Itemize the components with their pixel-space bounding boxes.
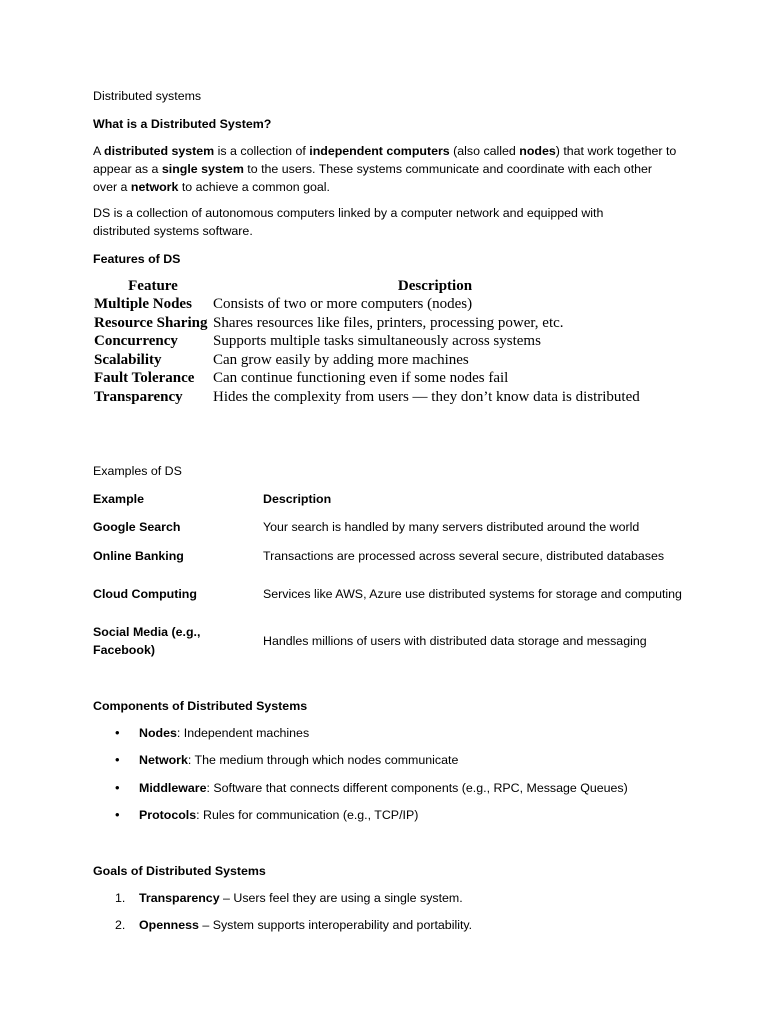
examples-table xyxy=(93,486,683,664)
bold-term: independent computers xyxy=(309,144,450,158)
feature-description: Consists of two or more computers (nodes) xyxy=(213,296,473,313)
bold-term: nodes xyxy=(519,144,556,158)
table-row xyxy=(93,617,683,664)
features-col-description: Description xyxy=(397,277,473,294)
table-row xyxy=(93,314,657,333)
component-text: : The medium through which nodes communicate xyxy=(187,753,459,768)
component-text: : Independent machines xyxy=(176,726,310,740)
features-col-feature: Feature xyxy=(128,277,178,294)
table-row xyxy=(93,512,683,541)
examples-heading: Examples of DS xyxy=(93,464,182,478)
example-name: Google Search xyxy=(93,519,181,534)
goal-term: Transparency xyxy=(139,891,220,905)
table-row xyxy=(93,370,657,389)
table-row xyxy=(93,333,657,352)
feature-name: Multiple Nodes xyxy=(94,296,192,313)
feature-name: Scalability xyxy=(94,351,162,368)
list-item xyxy=(93,779,628,806)
list-item xyxy=(93,916,472,943)
feature-name: Transparency xyxy=(94,388,183,405)
example-description: Handles millions of users with distributed data storage and messaging xyxy=(263,633,647,648)
what-is-paragraph-1 xyxy=(93,142,678,196)
table-row xyxy=(93,541,683,570)
examples-col-description: Description xyxy=(263,492,332,506)
examples-col-example: Example xyxy=(93,492,144,506)
component-term: Protocols xyxy=(139,807,197,822)
text-run: to achieve a common goal. xyxy=(178,180,330,194)
table-row xyxy=(93,388,657,407)
text-run: A xyxy=(93,144,105,158)
example-description: Services like AWS, Azure use distributed systems for storage and computing xyxy=(263,586,682,601)
example-name: Cloud Computing xyxy=(93,586,197,601)
component-term: Middleware xyxy=(139,780,207,795)
list-item xyxy=(93,751,628,778)
list-item xyxy=(93,724,628,751)
components-list xyxy=(93,724,628,833)
bold-term: single system xyxy=(161,162,244,176)
list-item xyxy=(93,806,628,833)
bold-term: distributed system xyxy=(104,144,215,158)
text-run: ) that work together to appear as a xyxy=(93,144,677,176)
what-is-heading: What is a Distributed System? xyxy=(93,117,272,131)
list-number: 1. xyxy=(115,891,126,905)
list-item xyxy=(93,889,472,916)
goals-list xyxy=(93,889,472,944)
goals-heading: Goals of Distributed Systems xyxy=(93,864,266,878)
feature-description: Supports multiple tasks simultaneously across systems xyxy=(213,333,541,350)
what-is-paragraph-2: DS is a collection of autonomous computers linked by a computer network and equipped with distributed systems software. xyxy=(93,206,604,238)
text-run: (also called xyxy=(449,144,520,158)
bold-term: network xyxy=(130,180,179,194)
features-table xyxy=(93,277,657,407)
goal-text: – System supports interoperability and portability. xyxy=(198,918,473,933)
table-row xyxy=(93,351,657,370)
component-term: Network xyxy=(139,753,188,768)
feature-description: Shares resources like files, printers, processing power, etc. xyxy=(213,314,564,331)
component-term: Nodes xyxy=(139,726,177,740)
examples-header-row xyxy=(93,486,683,512)
features-header-row xyxy=(93,277,657,296)
example-name: Social Media (e.g., Facebook) xyxy=(93,624,201,657)
feature-description: Can grow easily by adding more machines xyxy=(213,351,469,368)
example-name: Online Banking xyxy=(93,548,184,563)
goal-text: – Users feel they are using a single system. xyxy=(219,891,463,905)
component-text: : Rules for communication (e.g., TCP/IP) xyxy=(196,807,419,822)
text-run: to the users. These systems communicate and coordinate with each other over a xyxy=(93,162,653,194)
goal-term: Openness xyxy=(139,918,199,933)
document-title: Distributed systems xyxy=(93,89,202,103)
example-description: Transactions are processed across several secure, distributed databases xyxy=(263,548,665,563)
example-description: Your search is handled by many servers distributed around the world xyxy=(263,519,640,534)
text-run: is a collection of xyxy=(214,144,310,158)
feature-description: Can continue functioning even if some nodes fail xyxy=(213,370,509,387)
feature-name: Fault Tolerance xyxy=(94,370,195,387)
list-number: 2. xyxy=(115,918,126,933)
table-row xyxy=(93,570,683,617)
features-heading: Features of DS xyxy=(93,252,181,266)
feature-name: Resource Sharing xyxy=(94,314,208,331)
table-row xyxy=(93,296,657,315)
feature-description: Hides the complexity from users — they don’t know data is distributed xyxy=(213,388,640,405)
component-text: : Software that connects different components (e.g., RPC, Message Queues) xyxy=(206,780,628,795)
components-heading: Components of Distributed Systems xyxy=(93,699,308,713)
feature-name: Concurrency xyxy=(94,333,178,350)
